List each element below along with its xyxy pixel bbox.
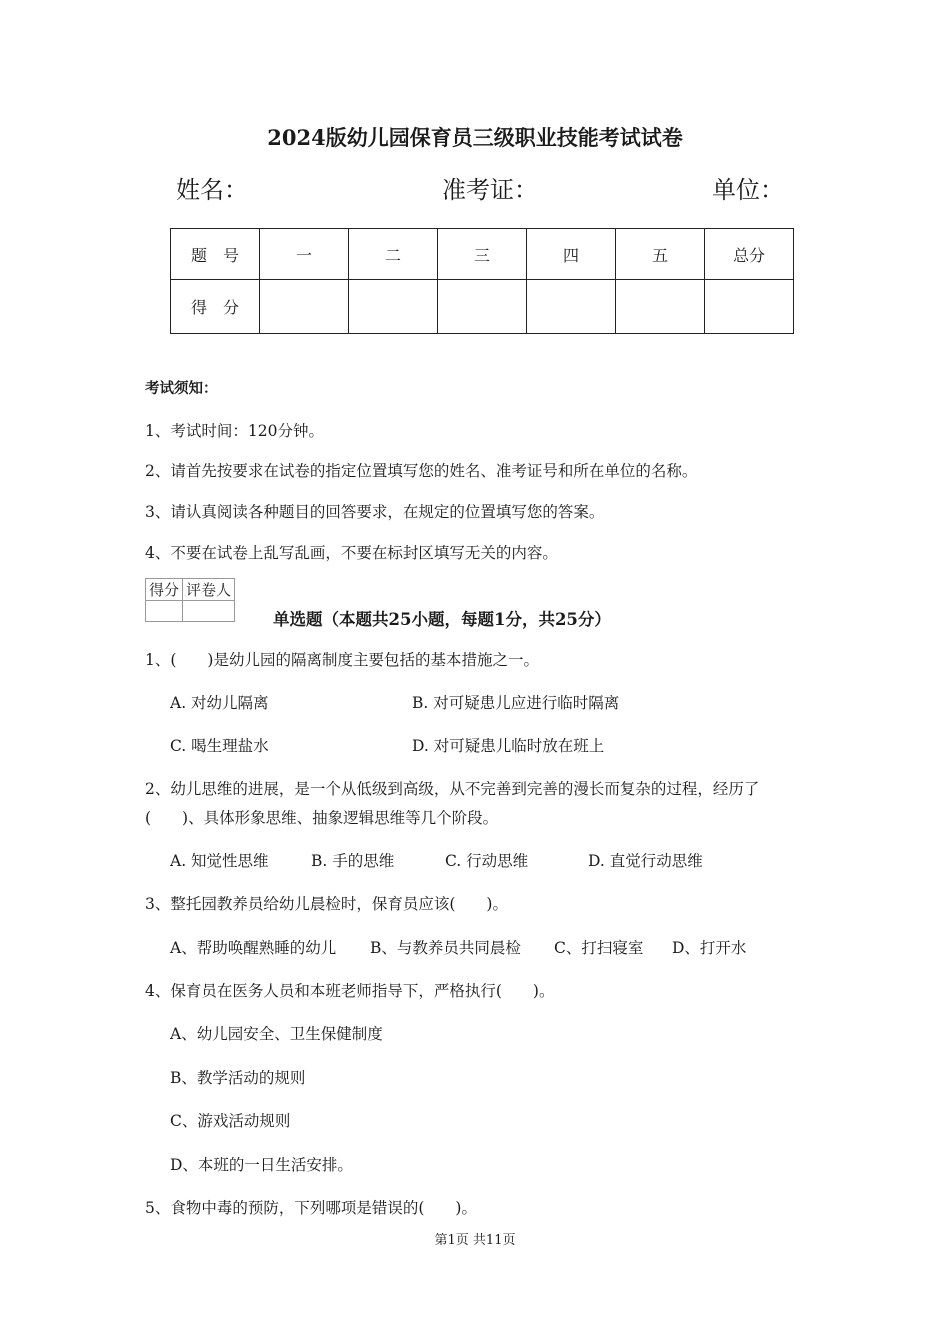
score-table-cell: 三 bbox=[438, 229, 527, 280]
option-b: B. 手的思维 bbox=[311, 852, 395, 870]
grader-name-label: 评卷人 bbox=[183, 579, 235, 601]
exam-id-field-label: 准考证： bbox=[442, 176, 538, 204]
option-c: C、游戏活动规则 bbox=[170, 1112, 291, 1130]
option-a: A. 对幼儿隔离 bbox=[170, 694, 269, 712]
name-field-label: 姓名： bbox=[176, 176, 248, 204]
option-a: A、帮助唤醒熟睡的幼儿 bbox=[170, 939, 337, 957]
option-c: C. 喝生理盐水 bbox=[170, 737, 269, 755]
section-title: 单选题（本题共25小题，每题1分，共25分） bbox=[273, 610, 611, 629]
question-stem: 5、食物中毒的预防，下列哪项是错误的( )。 bbox=[145, 1199, 477, 1217]
score-table-cell: 五 bbox=[616, 229, 705, 280]
score-entry-cell[interactable] bbox=[260, 280, 349, 334]
option-a: A. 知觉性思维 bbox=[170, 852, 269, 870]
option-c: C、打扫寝室 bbox=[554, 939, 644, 957]
score-table-header-row bbox=[171, 229, 794, 280]
notice-heading: 考试须知： bbox=[145, 380, 218, 397]
option-d: D. 直觉行动思维 bbox=[588, 852, 703, 870]
option-b: B、教学活动的规则 bbox=[170, 1069, 306, 1087]
grader-score-label: 得分 bbox=[146, 579, 183, 601]
notice-item: 3、请认真阅读各种题目的回答要求，在规定的位置填写您的答案。 bbox=[145, 503, 605, 521]
score-table-cell: 题 号 bbox=[171, 229, 260, 280]
page-title: 2024版幼儿园保育员三级职业技能考试试卷 bbox=[267, 125, 683, 150]
score-table-score-row bbox=[171, 280, 794, 334]
score-entry-cell[interactable] bbox=[616, 280, 705, 334]
question-stem: 4、保育员在医务人员和本班老师指导下，严格执行( )。 bbox=[145, 982, 555, 1000]
score-table bbox=[170, 228, 794, 334]
question-stem: 1、( )是幼儿园的隔离制度主要包括的基本措施之一。 bbox=[145, 651, 539, 669]
option-b: B. 对可疑患儿应进行临时隔离 bbox=[412, 694, 620, 712]
option-d: D、本班的一日生活安排。 bbox=[170, 1156, 353, 1174]
page-footer: 第1页 共11页 bbox=[434, 1233, 516, 1248]
option-c: C. 行动思维 bbox=[445, 852, 529, 870]
option-b: B、与教养员共同晨检 bbox=[370, 939, 521, 957]
question-stem-continued: ( )、具体形象思维、抽象逻辑思维等几个阶段。 bbox=[145, 809, 499, 827]
score-table-cell: 一 bbox=[260, 229, 349, 280]
grader-box bbox=[145, 578, 235, 622]
grader-score-entry[interactable] bbox=[146, 601, 183, 622]
grader-name-entry[interactable] bbox=[183, 601, 235, 622]
score-table-cell: 总分 bbox=[705, 229, 794, 280]
option-d: D. 对可疑患儿临时放在班上 bbox=[412, 737, 605, 755]
unit-field-label: 单位： bbox=[712, 176, 784, 204]
score-table-cell: 四 bbox=[527, 229, 616, 280]
notice-item: 2、请首先按要求在试卷的指定位置填写您的姓名、准考证号和所在单位的名称。 bbox=[145, 462, 698, 480]
option-d: D、打开水 bbox=[672, 939, 747, 957]
question-stem: 2、幼儿思维的进展，是一个从低级到高级，从不完善到完善的漫长而复杂的过程，经历了 bbox=[145, 780, 760, 798]
question-stem: 3、整托园教养员给幼儿晨检时，保育员应该( )。 bbox=[145, 895, 508, 913]
score-entry-cell[interactable] bbox=[349, 280, 438, 334]
notice-item: 1、考试时间：120分钟。 bbox=[145, 422, 324, 440]
score-entry-cell[interactable] bbox=[438, 280, 527, 334]
score-table-cell: 得 分 bbox=[171, 280, 260, 334]
notice-item: 4、不要在试卷上乱写乱画，不要在标封区填写无关的内容。 bbox=[145, 544, 558, 562]
option-a: A、幼儿园安全、卫生保健制度 bbox=[170, 1025, 383, 1043]
score-entry-cell[interactable] bbox=[527, 280, 616, 334]
score-table-cell: 二 bbox=[349, 229, 438, 280]
score-entry-cell[interactable] bbox=[705, 280, 794, 334]
